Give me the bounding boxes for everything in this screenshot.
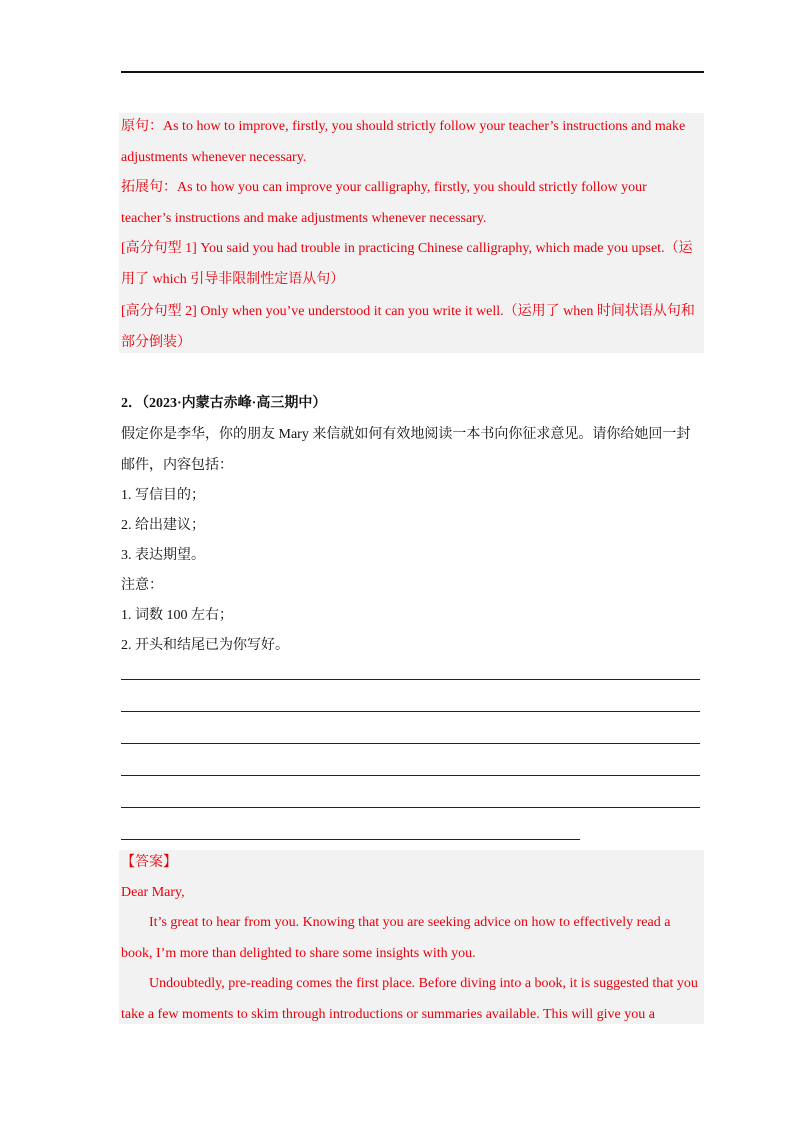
answer-label: 【答案】 [121, 855, 177, 870]
note-item: 1. 词数 100 左右； [121, 608, 233, 623]
question-prompt-line-1: 假定你是李华，你的朋友 Mary 来信就如何有效地阅读一本书向你征求意见。请你给她回一封 [121, 427, 691, 442]
answer-panel [119, 850, 704, 1024]
original-sentence-line-2: adjustments whenever necessary. [121, 150, 307, 165]
pattern2-line-2: 部分倒装） [121, 335, 191, 350]
writing-line [121, 839, 580, 840]
requirement-item: 2. 给出建议； [121, 518, 205, 533]
notes-label: 注意： [121, 578, 163, 593]
note-item: 2. 开头和结尾已为你写好。 [121, 638, 289, 653]
writing-line [121, 711, 700, 712]
extended-sentence-line-2: teacher’s instructions and make adjustments whenever necessary. [121, 211, 487, 226]
pattern2-line-1: [高分句型 2] Only when you’ve understood it can you write it well.（运用了 when 时间状语从句和 [121, 304, 695, 319]
pattern1-line-2: 用了 which 引导非限制性定语从句） [121, 272, 345, 287]
question-heading: 2．（2023·内蒙古赤峰·高三期中） [121, 396, 327, 411]
answer-paragraph-1-line-2: book, I’m more than delighted to share some insights with you. [121, 946, 476, 961]
answer-greeting: Dear Mary, [121, 885, 185, 900]
writing-line [121, 775, 700, 776]
writing-line [121, 679, 700, 680]
requirement-item: 1. 写信目的； [121, 488, 205, 503]
answer-paragraph-2-line-1: Undoubtedly, pre-reading comes the first place. Before diving into a book, it is suggested that you [149, 976, 698, 991]
extended-sentence-line-1: 拓展句：As to how you can improve your calligraphy, firstly, you should strictly follow your [121, 180, 647, 195]
requirement-item: 3. 表达期望。 [121, 548, 205, 563]
writing-line [121, 743, 700, 744]
answer-paragraph-1-line-1: It’s great to hear from you. Knowing that you are seeking advice on how to effectively read a [149, 915, 671, 930]
writing-line [121, 807, 700, 808]
original-sentence-line-1: 原句：As to how to improve, firstly, you should strictly follow your teacher’s instructions and make [121, 119, 686, 134]
header-rule [121, 71, 704, 73]
answer-paragraph-2-line-2: take a few moments to skim through introductions or summaries available. This will give you a [121, 1007, 655, 1022]
pattern1-line-1: [高分句型 1] You said you had trouble in practicing Chinese calligraphy, which made you upset.（运 [121, 241, 693, 256]
question-prompt-line-2: 邮件，内容包括： [121, 458, 233, 473]
